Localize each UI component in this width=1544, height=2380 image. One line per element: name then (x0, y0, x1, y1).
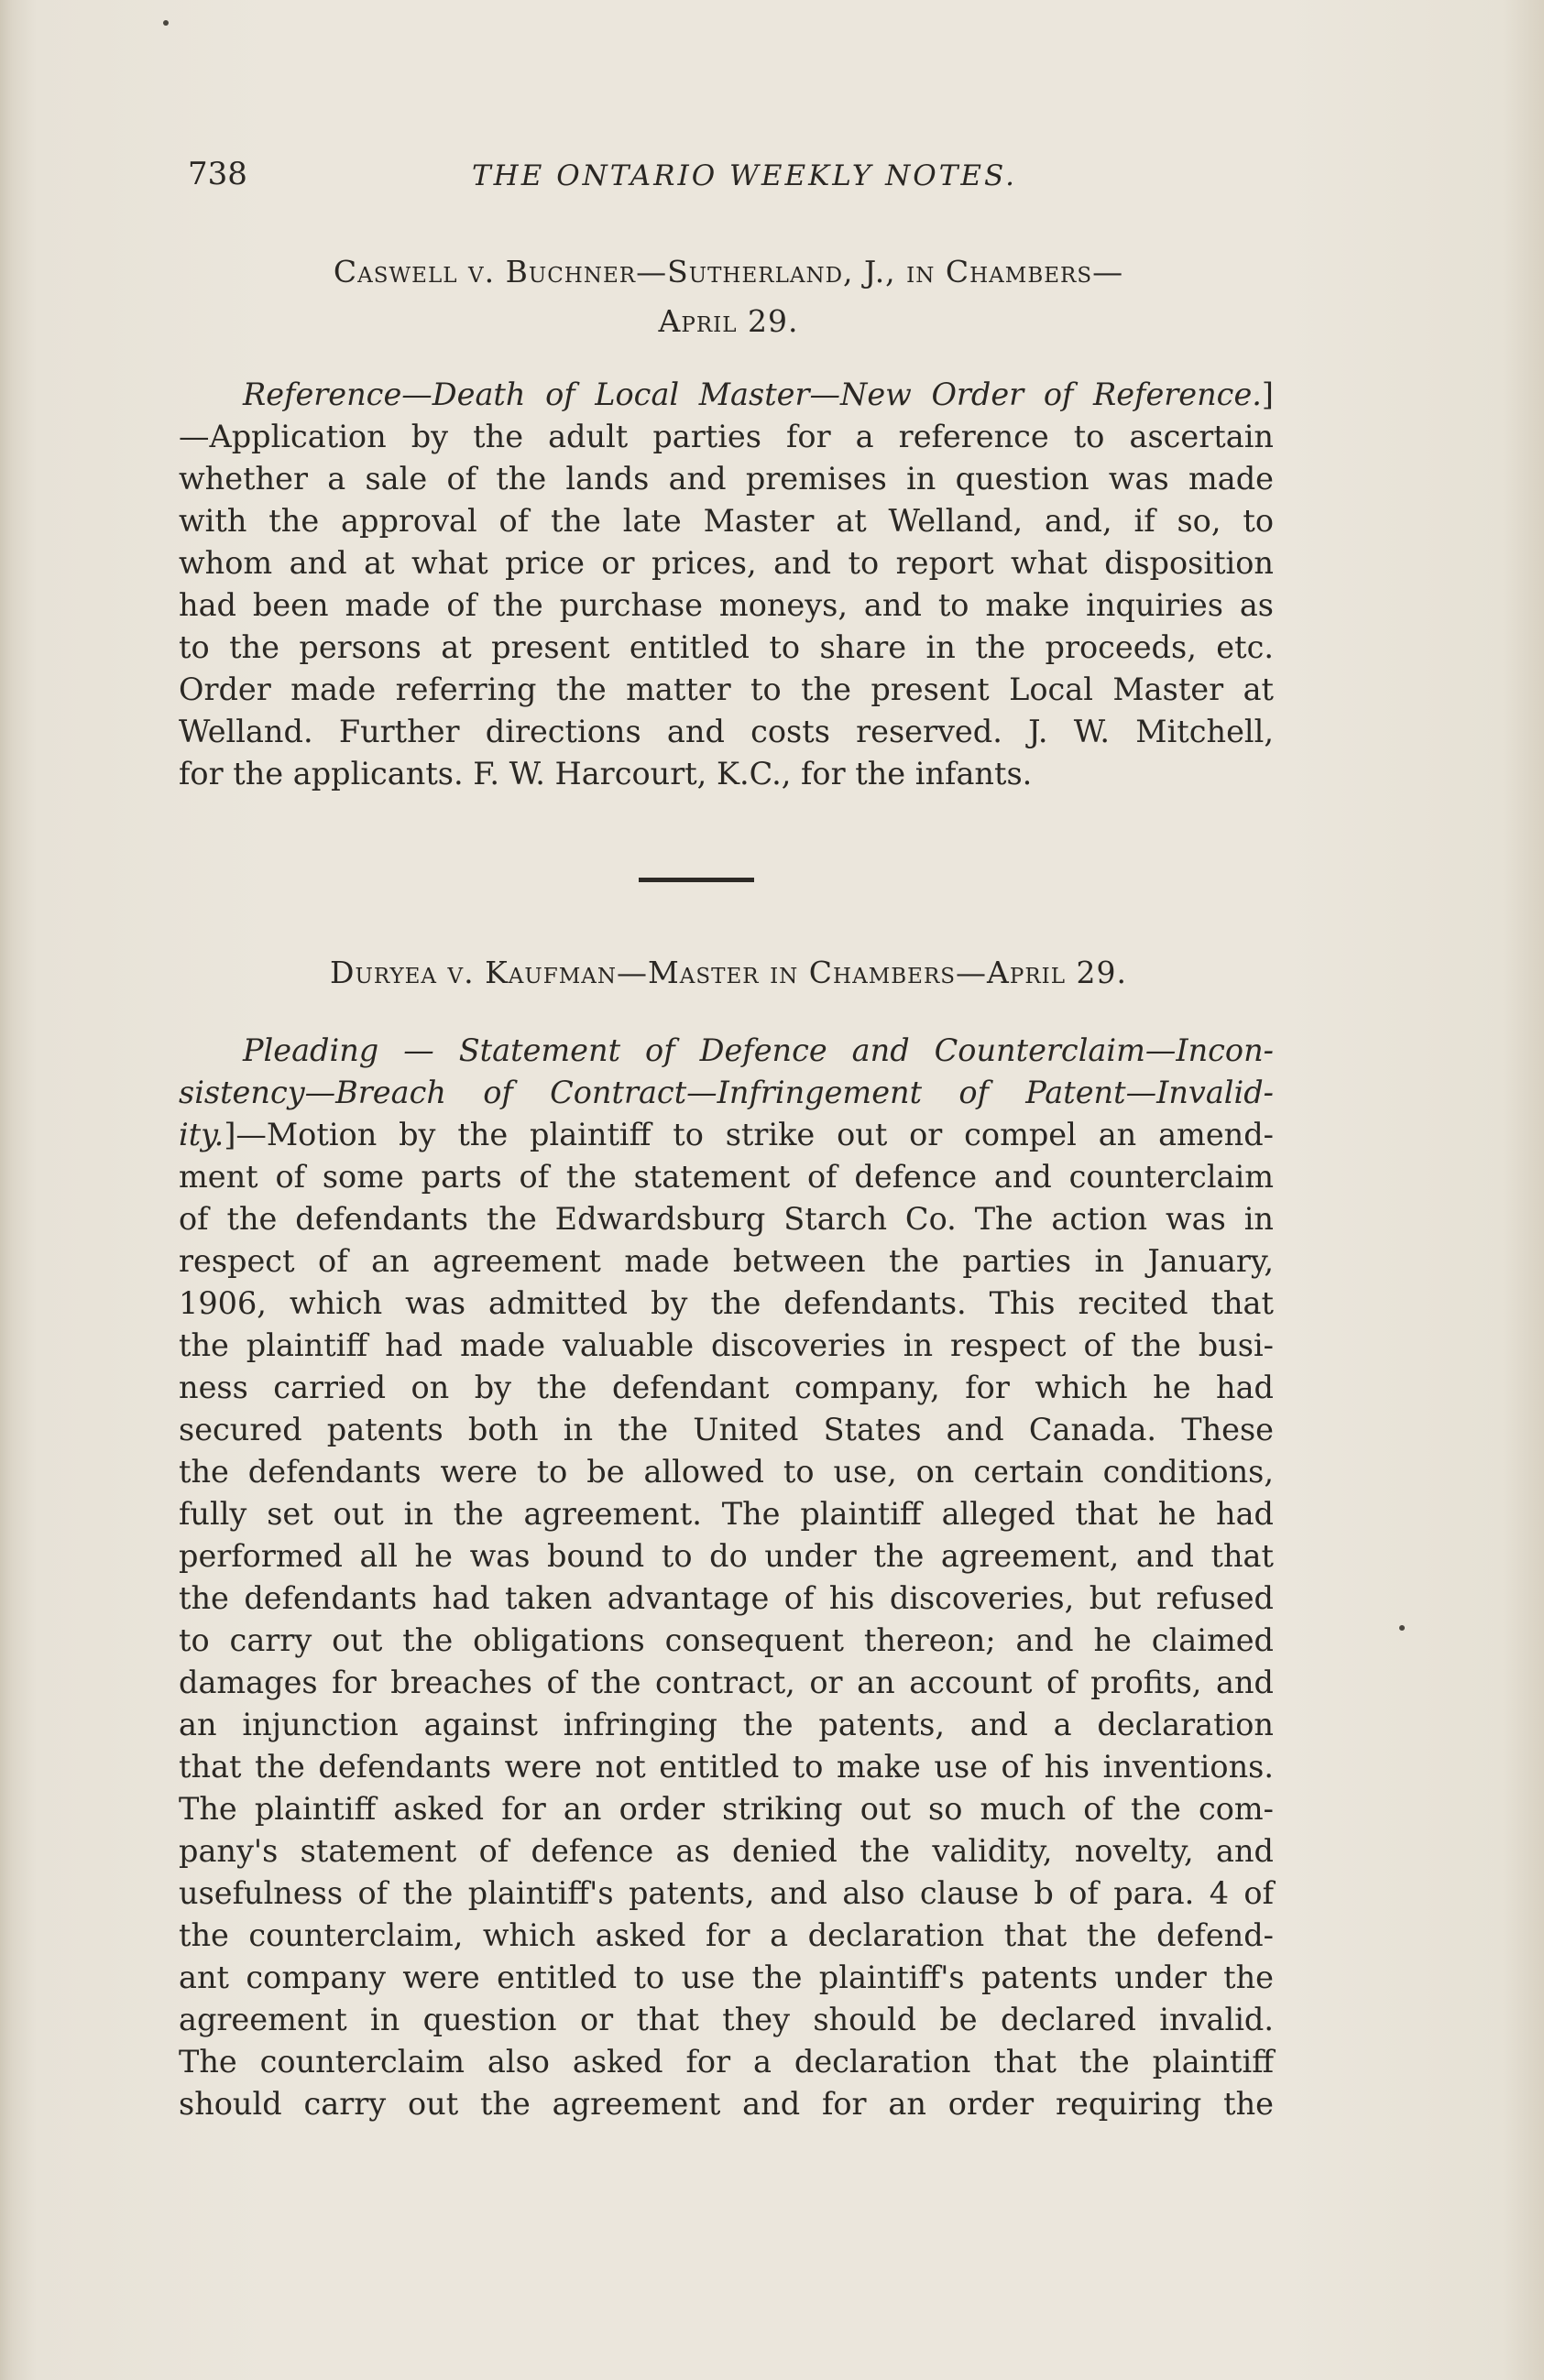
paper-speck (163, 20, 169, 26)
case-heading-line: Duryea v. Kaufman—Master in Chambers—April 29. (330, 955, 1127, 990)
text-line: The plaintiff asked for an order striking out so much of the com- (179, 1791, 1274, 1827)
text-line: for the applicants. F. W. Harcourt, K.C., for the infants. (179, 756, 1033, 792)
text-line: Reference—Death of Local Master—New Order of Reference.] (243, 377, 1274, 412)
text-line: had been made of the purchase moneys, and to make inquiries as (179, 587, 1274, 623)
text-line: to the persons at present entitled to share in the proceeds, etc. (179, 629, 1274, 665)
text-line: performed all he was bound to do under the agreement, and that (179, 1538, 1274, 1574)
text-line: ness carried on by the defendant company, for which he had (179, 1370, 1274, 1405)
text-line: secured patents both in the United States and Canada. These (179, 1412, 1274, 1447)
text-line: whether a sale of the lands and premises in question was made (179, 461, 1274, 497)
text-line: the plaintiff had made valuable discoveries in respect of the busi- (179, 1327, 1274, 1363)
catchwords: sistency—Breach of Contract—Infringement of Patent—Invalid- (179, 1075, 1274, 1110)
catchwords: Reference—Death of Local Master—New Order of Reference. (243, 377, 1262, 412)
text-line: The counterclaim also asked for a declaration that the plaintiff (179, 2044, 1274, 2080)
text-line (179, 1030, 1274, 1072)
case-heading-line: Caswell v. Buchner—Sutherland, J., in Chambers— (333, 254, 1124, 289)
case-heading (188, 247, 1269, 346)
text-line: whom and at what price or prices, and to report what disposition (179, 545, 1274, 581)
text-line: with the approval of the late Master at Welland, and, if so, to (179, 503, 1274, 539)
text-line: to carry out the obligations consequent thereon; and he claimed (179, 1622, 1274, 1658)
text-line: ity.]—Motion by the plaintiff to strike out or compel an amend- (179, 1117, 1274, 1152)
catchwords: Pleading — Statement of Defence and Counterclaim—Incon- (243, 1032, 1274, 1068)
text-line: the counterclaim, which asked for a declaration that the defend- (179, 1917, 1274, 1953)
text-line: an injunction against infringing the patents, and a declaration (179, 1707, 1274, 1742)
case-heading-line: April 29. (658, 303, 799, 339)
text-line: the defendants were to be allowed to use, on certain conditions, (179, 1454, 1274, 1490)
text-line: should carry out the agreement and for an order requiring the (179, 2086, 1274, 2122)
text-line: ment of some parts of the statement of defence and counterclaim (179, 1159, 1274, 1195)
text-line: respect of an agreement made between the parties in January, (179, 1243, 1274, 1279)
text-line: of the defendants the Edwardsburg Starch Co. The action was in (179, 1201, 1274, 1237)
text-line: agreement in question or that they should be declared invalid. (179, 2002, 1274, 2037)
text-line: fully set out in the agreement. The plaintiff alleged that he had (179, 1496, 1274, 1532)
case-summary (179, 374, 1274, 795)
text-line: 1906, which was admitted by the defendants. This recited that (179, 1285, 1274, 1321)
case-summary (179, 1030, 1274, 2125)
text-line: pany's statement of defence as denied the validity, novelty, and (179, 1833, 1274, 1869)
page-number: 738 (188, 156, 247, 192)
text-line: usefulness of the plaintiff's patents, and also clause b of para. 4 of (179, 1875, 1274, 1911)
text-line: that the defendants were not entitled to make use of his inventions. (179, 1749, 1274, 1785)
text-line (179, 1072, 1274, 1114)
text-line: Order made referring the matter to the present Local Master at (179, 671, 1274, 707)
paper-speck (1399, 1625, 1405, 1631)
case-heading (188, 948, 1269, 998)
running-head: THE ONTARIO WEEKLY NOTES. (472, 159, 1017, 192)
text-line: Welland. Further directions and costs reserved. J. W. Mitchell, (179, 714, 1274, 749)
text-line: —Application by the adult parties for a reference to ascertain (179, 419, 1274, 454)
catchwords: ity. (179, 1117, 224, 1152)
page-header (188, 156, 1269, 211)
text-line: ant company were entitled to use the plaintiff's patents under the (179, 1960, 1274, 1995)
text-line: the defendants had taken advantage of his discoveries, but refused (179, 1580, 1274, 1616)
section-divider (639, 878, 754, 882)
text-line: damages for breaches of the contract, or an account of profits, and (179, 1665, 1274, 1700)
